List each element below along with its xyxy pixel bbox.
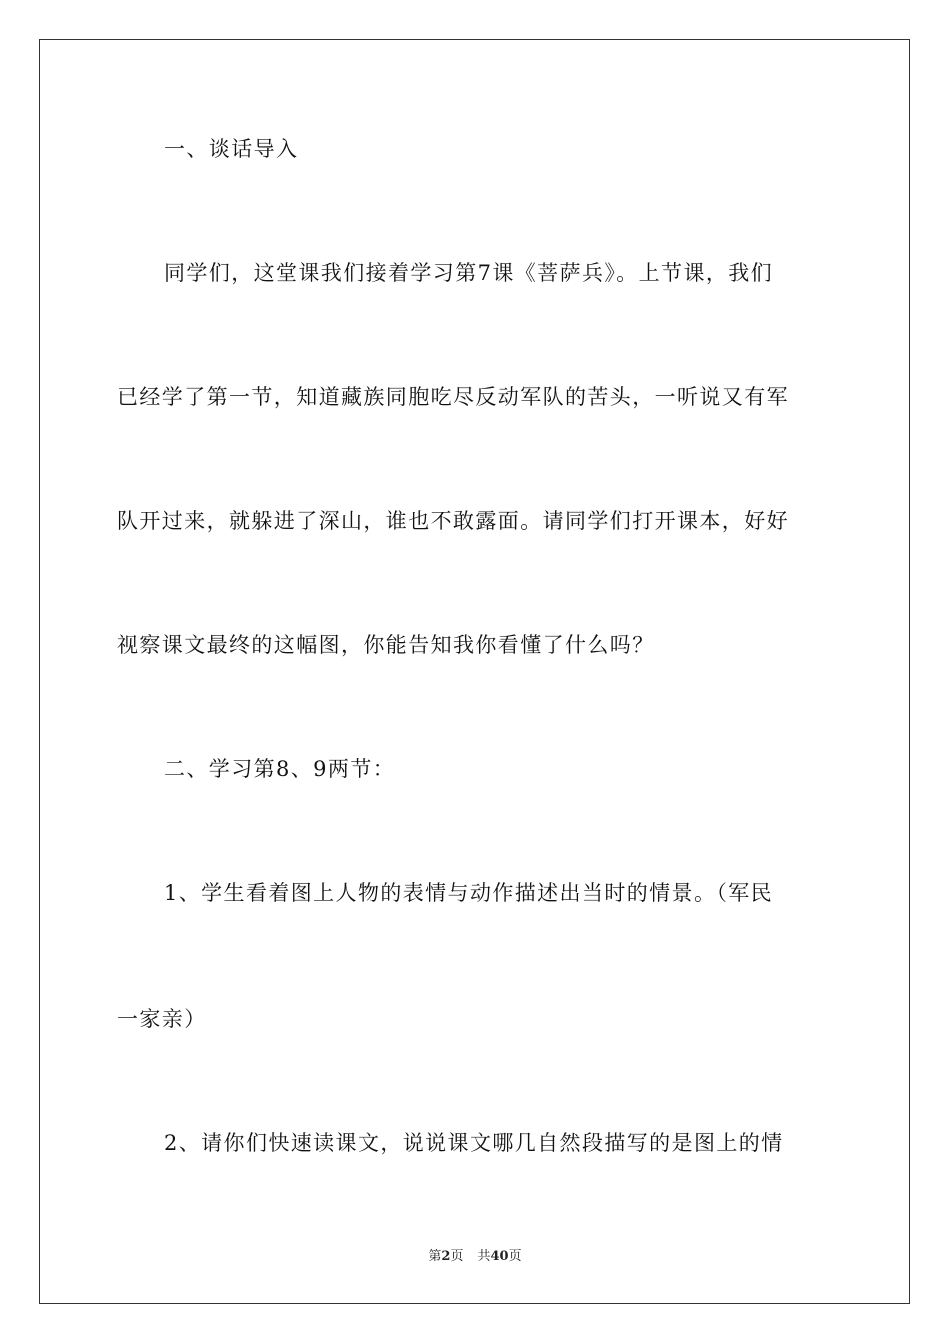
paragraph-line: 已经学了第一节，知道藏族同胞吃尽反动军队的苦头，一听说又有军 xyxy=(117,385,789,409)
page-frame xyxy=(39,39,910,1304)
page-footer xyxy=(0,1248,950,1266)
list-item-2: 2、请你们快速读课文，说说课文哪几自然段描写的是图上的情 xyxy=(164,1131,784,1155)
list-item-1: 1、学生看着图上人物的表情与动作描述出当时的情景。（军民 xyxy=(164,881,774,905)
page-prefix: 第 xyxy=(428,1249,442,1264)
paragraph-line: 视察课文最终的这幅图，你能告知我你看懂了什么吗？ xyxy=(117,633,655,657)
page-suffix: 页 xyxy=(450,1249,464,1264)
page-number: 2 xyxy=(441,1249,451,1264)
list-item-1-continued: 一家亲） xyxy=(117,1007,207,1031)
total-pages: 40 xyxy=(490,1249,509,1264)
section-heading-1: 一、谈话导入 xyxy=(164,137,299,161)
paragraph-line: 同学们，这堂课我们接着学习第7课《菩萨兵》。上节课，我们 xyxy=(164,261,774,285)
total-suffix: 页 xyxy=(508,1249,522,1264)
total-prefix: 共 xyxy=(477,1249,491,1264)
paragraph-line: 队开过来，就躲进了深山，谁也不敢露面。请同学们打开课本，好好 xyxy=(117,509,789,533)
section-heading-2: 二、学习第8、9两节： xyxy=(164,757,396,781)
